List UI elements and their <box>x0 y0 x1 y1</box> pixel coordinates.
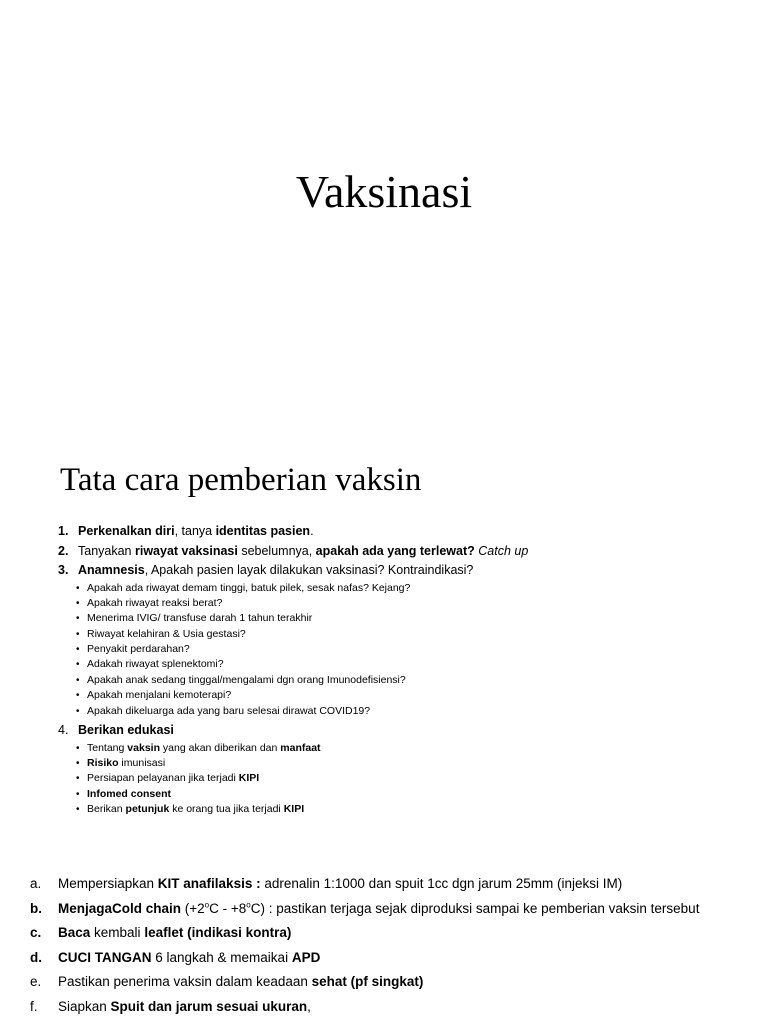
anamnesis-text: Apakah riwayat reaksi berat? <box>87 596 223 609</box>
text-run: APD <box>291 949 321 965</box>
anamnesis-item <box>76 704 748 719</box>
edukasi-item <box>76 802 748 817</box>
text-run: Perkenalkan diri <box>78 524 175 538</box>
text-run: C - +8 <box>209 900 247 916</box>
step-text <box>78 522 314 542</box>
anamnesis-item <box>76 627 748 642</box>
text-run: Mempersiapkan <box>58 876 158 891</box>
bullet-icon: • <box>76 659 80 671</box>
text-run: Tanyakan <box>78 543 135 558</box>
item-text <box>58 899 699 924</box>
item-letter: a. <box>30 876 42 891</box>
edukasi-text <box>87 756 165 771</box>
item-letter: e. <box>30 974 42 990</box>
text-run: C) : pastikan terjaga sejak diproduksi sampai ke pemberian vaksin tersebut <box>250 900 700 916</box>
item-letter: b. <box>30 900 42 916</box>
bullet-icon: • <box>76 582 80 594</box>
step-item <box>58 561 748 581</box>
edukasi-item <box>76 756 748 771</box>
text-run: . <box>310 524 314 538</box>
preparation-list <box>30 874 750 1022</box>
bullet-icon: • <box>76 742 80 754</box>
anamnesis-text: Apakah ada riwayat demam tinggi, batuk pilek, sesak nafas? Kejang? <box>87 581 411 594</box>
text-run: riwayat vaksinasi <box>134 543 238 558</box>
text-run: MenjagaCold chain <box>58 900 182 916</box>
text-run: Berikan <box>87 803 126 816</box>
text-run: petunjuk <box>125 803 170 816</box>
text-run: leaflet (indikasi kontra) <box>144 925 292 941</box>
text-run: CUCI TANGAN <box>58 949 152 965</box>
anamnesis-item <box>76 611 748 626</box>
anamnesis-sublist <box>76 581 748 720</box>
text-run: vaksin <box>127 741 160 754</box>
text-run: o <box>246 900 251 910</box>
bullet-icon: • <box>76 613 80 625</box>
step-text <box>78 561 473 581</box>
bullet-icon: • <box>76 674 80 686</box>
preparation-item <box>30 874 750 899</box>
text-run: sebelumnya, <box>237 543 316 558</box>
edukasi-text <box>87 787 171 802</box>
preparation-item <box>30 948 750 973</box>
step-number: 3. <box>58 563 69 577</box>
text-run: Tentang <box>87 741 128 754</box>
text-run: Anamnesis <box>78 563 145 577</box>
anamnesis-text: Apakah menjalani kemoterapi? <box>87 689 232 702</box>
anamnesis-item <box>76 581 748 596</box>
step-number: 1. <box>58 524 69 538</box>
text-run: manfaat <box>280 741 321 754</box>
text-run: Spuit dan jarum sesuai ukuran <box>110 998 308 1014</box>
item-text <box>58 874 622 899</box>
preparation-item <box>30 899 750 924</box>
bullet-icon: • <box>76 628 80 640</box>
step-item <box>58 542 748 562</box>
anamnesis-item <box>76 673 748 688</box>
text-run: identitas pasien <box>215 524 311 538</box>
anamnesis-item <box>76 657 748 672</box>
item-text <box>58 972 423 997</box>
text-run: Catch up <box>474 543 529 558</box>
edukasi-item <box>76 787 748 802</box>
item-letter: c. <box>30 925 42 941</box>
bullet-icon: • <box>76 757 80 769</box>
preparation-item <box>30 923 750 948</box>
bullet-icon: • <box>76 597 80 609</box>
item-text <box>58 948 320 973</box>
text-run: KIPI <box>238 772 260 785</box>
anamnesis-text: Riwayat kelahiran & Usia gestasi? <box>87 627 246 640</box>
anamnesis-text: Menerima IVIG/ transfuse darah 1 tahun terakhir <box>87 612 313 625</box>
text-run: Siapkan <box>58 998 111 1014</box>
text-run: Risiko <box>87 756 119 769</box>
edukasi-text <box>87 741 321 756</box>
text-run: sehat (pf singkat) <box>311 974 424 990</box>
anamnesis-text: Penyakit perdarahan? <box>87 643 190 656</box>
item-letter: f. <box>30 998 38 1014</box>
text-run: Pastikan penerima vaksin dalam keadaan <box>58 974 312 990</box>
bullet-icon: • <box>76 690 80 702</box>
steps-list <box>58 522 748 819</box>
step-number: 2. <box>58 543 69 558</box>
bullet-icon: • <box>76 788 80 800</box>
text-run: Infomed consent <box>87 787 172 800</box>
step-number: 4. <box>58 723 69 738</box>
text-run: imunisasi <box>118 756 166 769</box>
edukasi-text <box>87 802 304 817</box>
text-run: , <box>307 998 311 1014</box>
edukasi-sublist <box>76 741 748 818</box>
anamnesis-item <box>76 642 748 657</box>
anamnesis-item <box>76 688 748 703</box>
anamnesis-text: Apakah dikeluarga ada yang baru selesai dirawat COVID19? <box>87 704 371 717</box>
text-run: KIT anafilaksis : <box>157 876 261 891</box>
slide-title: Vaksinasi <box>295 166 473 217</box>
text-run: KIPI <box>283 803 305 816</box>
step-text <box>78 542 528 562</box>
text-run: adrenalin 1:1000 dan spuit 1cc dgn jarum 25mm (injeksi IM) <box>260 876 623 891</box>
text-run: terlewat? <box>419 543 475 558</box>
bullet-icon: • <box>76 644 80 656</box>
edukasi-item <box>76 741 748 756</box>
step-item <box>58 721 748 741</box>
bullet-icon: • <box>76 804 80 816</box>
text-run: kembali <box>90 925 145 941</box>
text-run: yang akan diberikan dan <box>160 741 281 754</box>
anamnesis-item <box>76 596 748 611</box>
edukasi-item <box>76 771 748 786</box>
text-run: Persiapan pelayanan jika terjadi <box>87 772 239 785</box>
slide-heading: Tata cara pemberian vaksin <box>60 462 422 498</box>
step-text: Berikan edukasi <box>78 723 174 738</box>
bullet-icon: • <box>76 705 80 717</box>
item-text <box>58 997 311 1022</box>
bullet-icon: • <box>76 773 80 785</box>
text-run: ke orang tua jika terjadi <box>169 803 284 816</box>
item-text <box>58 923 291 948</box>
text-run: Baca <box>58 925 91 941</box>
text-run: (+2 <box>181 900 205 916</box>
edukasi-text <box>87 771 259 786</box>
text-run: 6 langkah & memaikai <box>151 949 292 965</box>
text-run: , Apakah pasien layak dilakukan vaksinasi? Kontraindikasi? <box>144 563 474 577</box>
preparation-item <box>30 972 750 997</box>
anamnesis-text: Apakah anak sedang tinggal/mengalami dgn orang Imunodefisiensi? <box>87 673 406 686</box>
anamnesis-text: Adakah riwayat splenektomi? <box>87 658 224 671</box>
text-run: apakah ada yang <box>315 543 420 558</box>
step-item <box>58 522 748 542</box>
text-run: , tanya <box>174 524 216 538</box>
item-letter: d. <box>30 949 42 965</box>
text-run: o <box>204 900 210 910</box>
preparation-item <box>30 997 750 1022</box>
